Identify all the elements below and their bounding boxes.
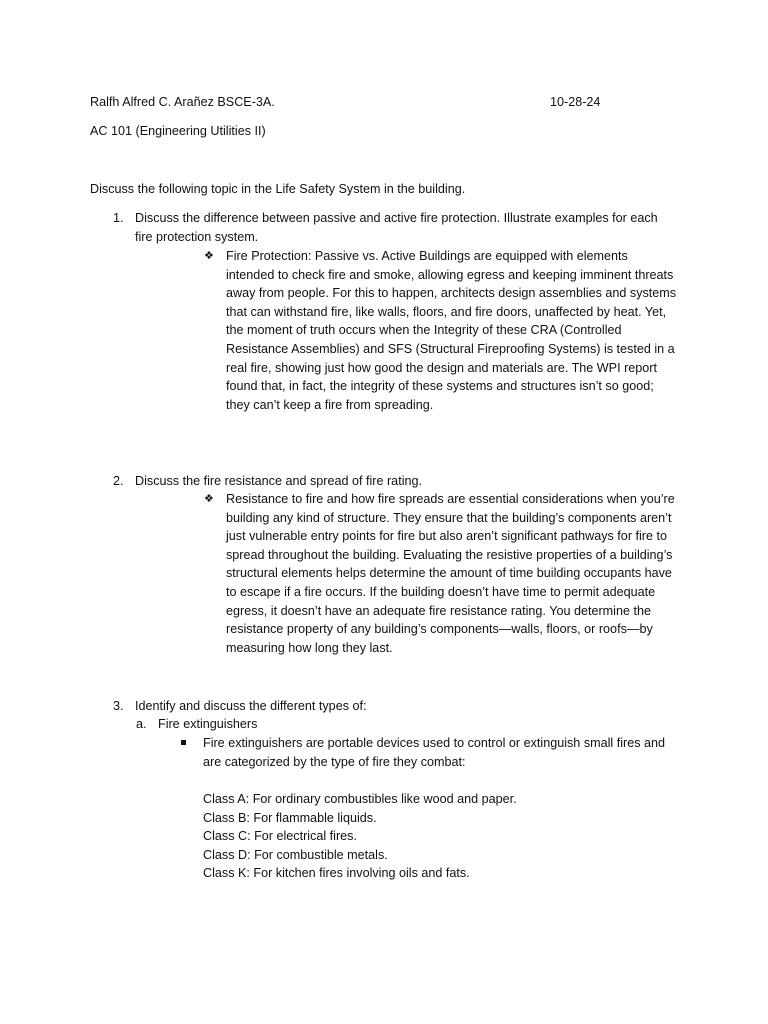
subquestion-letter: a.: [136, 717, 147, 731]
extinguisher-class-item: Class D: For combustible metals.: [203, 847, 388, 862]
question-text: Identify and discuss the different types of:: [135, 699, 367, 713]
subquestion-text: Fire extinguishers: [158, 717, 258, 731]
document-date: 10-28-24: [550, 95, 601, 109]
answer-text: Resistance to fire and how fire spreads are essential considerations when you’re building any kind of structure. They ensure that the building’s components aren’t just vulnerable entry points for fire but also aren’t significant pathways for fire to spread throughout the building. Evaluating the resistive properties of a building’s structural elements helps determine the amount of time building occupants have to escape if a fire occurs. If the building doesn’t have time to permit adequate egress, it doesn’t have an adequate fire resistance rating. You determine the resistance property of any building’s components—walls, floors, or roofs—by measuring how long they last.: [226, 492, 675, 655]
extinguisher-class-item: Class A: For ordinary combustibles like wood and paper.: [203, 792, 517, 806]
question-text: Discuss the difference between passive and active fire protection. Illustrate examples for each fire protection system.: [135, 211, 658, 244]
extinguisher-class-item: Class K: For kitchen fires involving oils and fats.: [203, 866, 470, 881]
answer-text: Fire extinguishers are portable devices used to control or extinguish small fires and are categorized by the type of fire they combat:: [203, 736, 666, 769]
extinguisher-class-list: [203, 790, 517, 883]
diamond-bullet-icon: ❖: [204, 250, 214, 262]
diamond-bullet-icon: ❖: [204, 493, 214, 505]
question-text: Discuss the fire resistance and spread of fire rating.: [135, 474, 422, 488]
extinguisher-class-item: Class B: For flammable liquids.: [203, 810, 377, 825]
extinguisher-class-item: Class C: For electrical fires.: [203, 829, 357, 844]
intro-text: Discuss the following topic in the Life Safety System in the building.: [90, 182, 466, 196]
course-title: AC 101 (Engineering Utilities II): [90, 124, 266, 138]
answer-text: Fire Protection: Passive vs. Active Buildings are equipped with elements intended to check fire and smoke, allowing egress and keeping imminent threats away from people. For this to happen, architects design assemblies and systems that can withstand fire, like walls, floors, and fire doors, unaffected by heat. Yet, the moment of truth occurs when the Integrity of these CRA (Controlled Resistance Assemblies) and SFS (Structural Fireproofing Systems) is tested in a real fire, showing just how good the design and materials are. The WPI report found that, in fact, the integrity of these systems and structures isn’t so good; they can’t keep a fire from spreading.: [226, 249, 677, 412]
question-number: 3.: [113, 699, 124, 713]
question-number: 2.: [113, 474, 124, 488]
question-number: 1.: [113, 211, 124, 225]
square-bullet-icon: [181, 740, 186, 745]
student-name: Ralfh Alfred C. Arañez BSCE-3A.: [90, 95, 275, 109]
